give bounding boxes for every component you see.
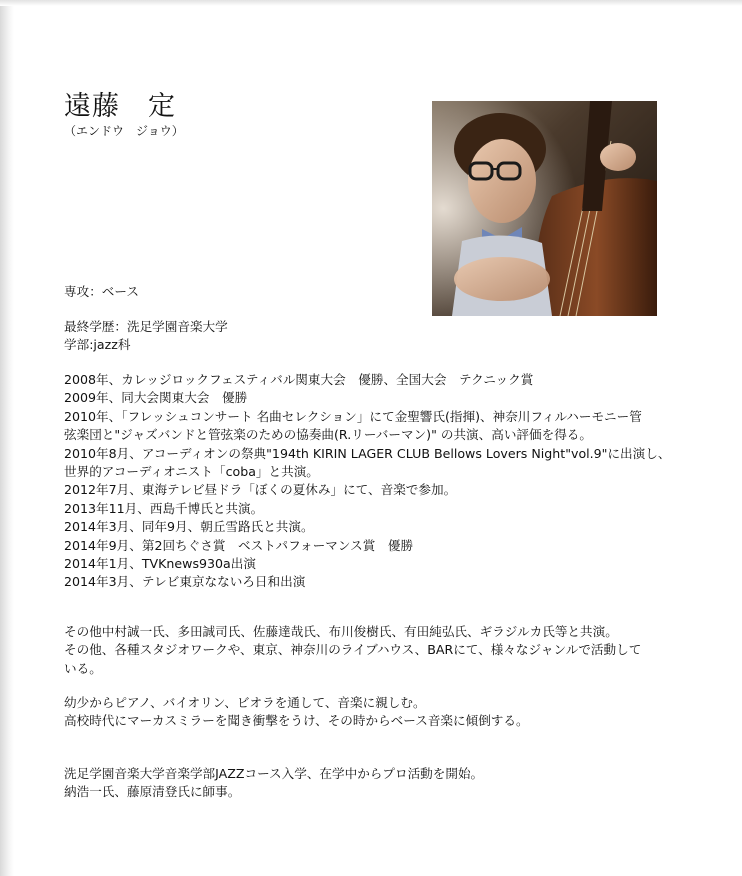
background-line: 高校時代にマーカスミラーを聞き衝撃をうけ、その時からベース音楽に傾倒する。 bbox=[64, 713, 529, 729]
career-line: 洗足学園音楽大学音楽学部JAZZコース入学、在学中からプロ活動を開始。 bbox=[64, 766, 484, 781]
page-left-edge bbox=[0, 0, 14, 876]
career-history bbox=[64, 371, 670, 592]
artist-photo bbox=[432, 101, 657, 316]
history-line: 2013年11月、西島千博氏と共演。 bbox=[64, 500, 264, 516]
history-line: 2009年、同大会関東大会 優勝 bbox=[64, 390, 248, 406]
activities-line: いる。 bbox=[64, 660, 102, 676]
education-career-paragraph bbox=[64, 765, 483, 802]
education-text: 最終学歴：洗足学園音楽大学 bbox=[64, 319, 228, 334]
background-paragraph bbox=[64, 694, 529, 731]
history-line: 2014年3月、同年9月、朝丘雪路氏と共演。 bbox=[64, 519, 314, 535]
page-top-edge bbox=[0, 0, 742, 6]
artist-name-reading: （エンドウ ジョウ） bbox=[64, 124, 184, 138]
department-text: 学部:jazz科 bbox=[64, 337, 131, 352]
history-line: 2014年1月、TVKnews930a出演 bbox=[64, 556, 256, 572]
history-line: 弦楽団と"ジャズバンドと管弦楽のための協奏曲(R.リーバーマン)" の共演、高い評価を得る。 bbox=[64, 427, 592, 443]
activities-line: その他、各種スタジオワークや、東京、神奈川のライブハウス、BARにて、様々なジャンルで活動して bbox=[64, 642, 642, 658]
history-line: 2010年、「フレッシュコンサート 名曲セレクション」にて金聖響氏(指揮)、神奈川フィルハーモニー管 bbox=[64, 408, 642, 424]
activities-paragraph bbox=[64, 623, 641, 678]
history-line: 2008年、カレッジロックフェスティバル関東大会 優勝、全国大会 テクニック賞 bbox=[64, 372, 534, 387]
activities-line: その他中村誠一氏、多田誠司氏、佐藤達哉氏、布川俊樹氏、有田純弘氏、ギラジルカ氏等と共演。 bbox=[64, 624, 618, 639]
artist-name: 遠藤 定 bbox=[64, 91, 176, 122]
history-line: 2010年8月、アコーディオンの祭典"194th KIRIN LAGER CLUB Bellows Lovers Night"vol.9"に出演し、 bbox=[64, 445, 671, 461]
background-line: 幼少からピアノ、バイオリン、ビオラを通して、音楽に親しむ。 bbox=[64, 695, 426, 710]
history-line: 世界的アコーディオニスト「coba」と共演。 bbox=[64, 464, 319, 480]
major-text: 専攻：ベース bbox=[64, 284, 139, 299]
history-line: 2014年3月、テレビ東京なないろ日和出演 bbox=[64, 574, 306, 590]
history-line: 2014年9月、第2回ちぐさ賞 ベストパフォーマンス賞 優勝 bbox=[64, 537, 414, 553]
history-line: 2012年7月、東海テレビ昼ドラ「ぼくの夏休み」にて、音楽で参加。 bbox=[64, 482, 457, 498]
career-line: 納浩一氏、藤原清登氏に師事。 bbox=[64, 784, 241, 800]
